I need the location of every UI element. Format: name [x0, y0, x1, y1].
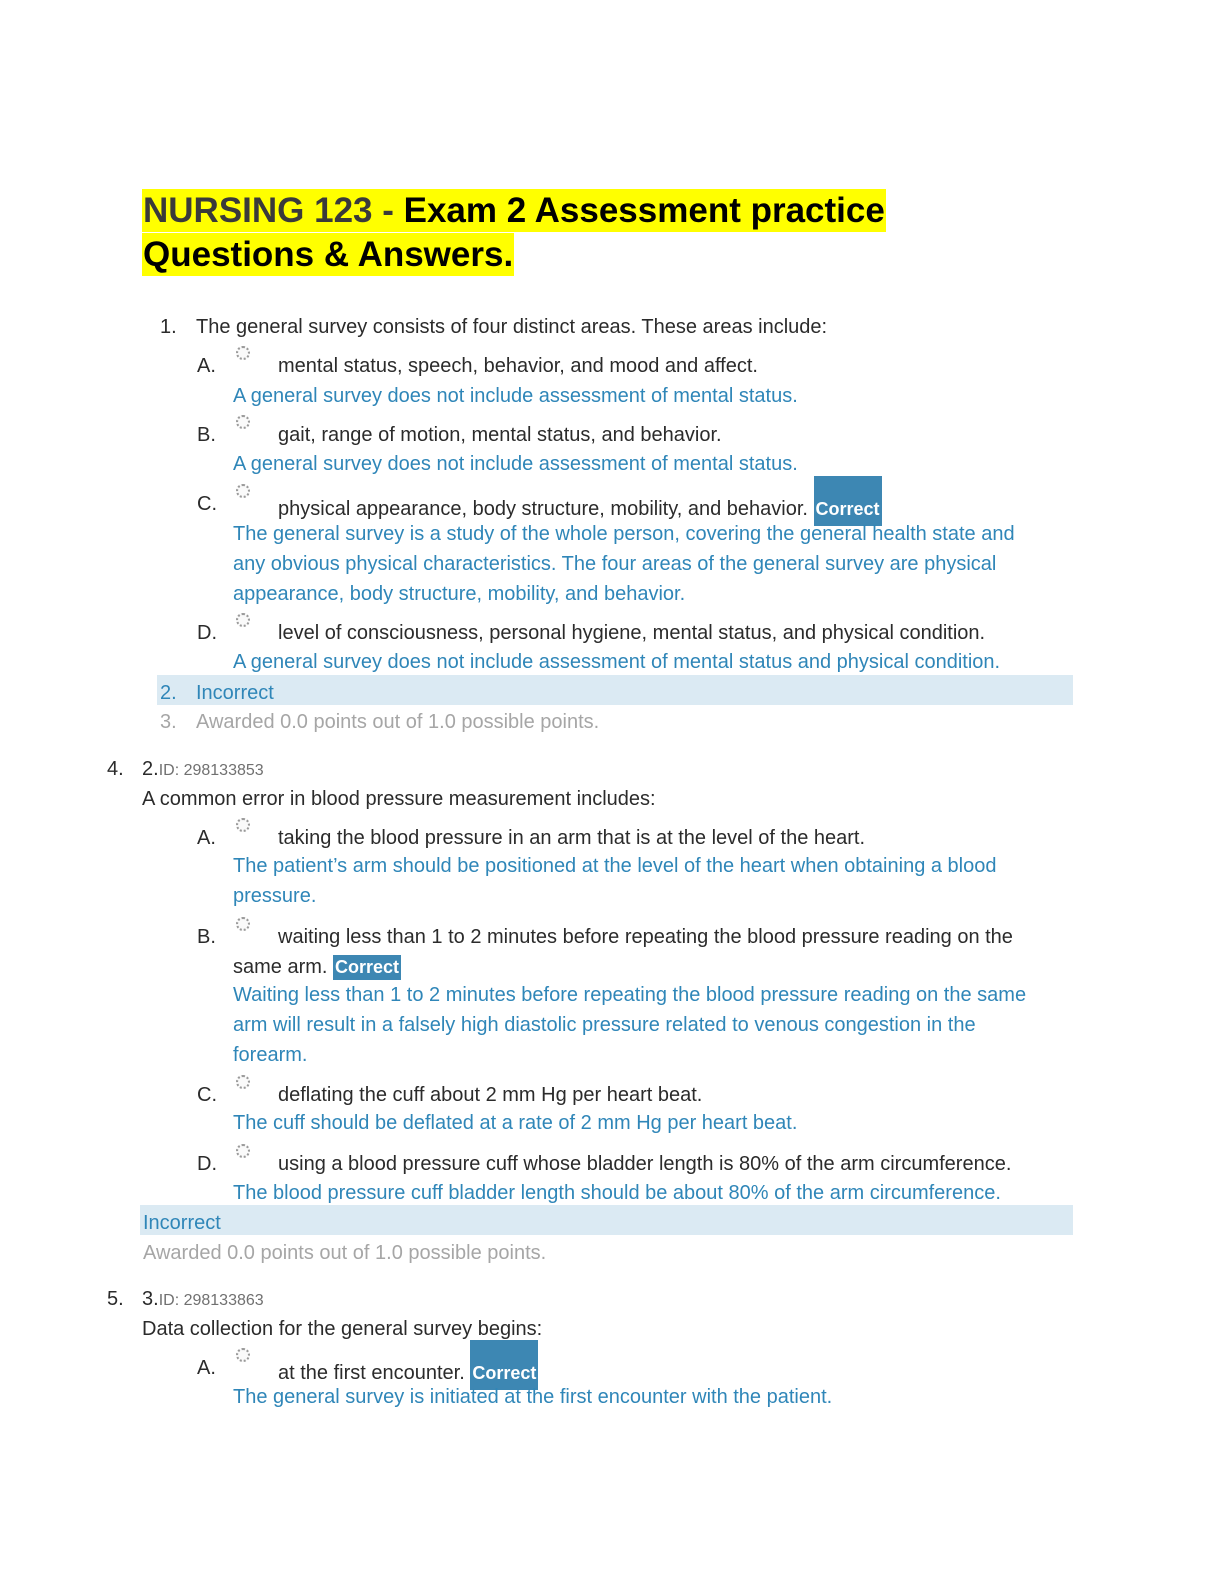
- document-title-line2: [142, 233, 514, 276]
- option-feedback: pressure.: [233, 885, 317, 907]
- option-letter: B.: [197, 424, 216, 446]
- question-number: 1.: [160, 316, 177, 338]
- option-text-content: same arm.: [233, 956, 328, 978]
- result-status: Incorrect: [143, 1212, 221, 1234]
- awarded-points: Awarded 0.0 points out of 1.0 possible points.: [196, 711, 600, 733]
- option-text: gait, range of motion, mental status, and behavior.: [278, 424, 722, 446]
- option-feedback: The blood pressure cuff bladder length should be about 80% of the arm circumference.: [233, 1182, 1001, 1204]
- course-code: NURSING 123 -: [143, 191, 404, 230]
- radio-button-icon[interactable]: [236, 613, 250, 627]
- option-text: deflating the cuff about 2 mm Hg per heart beat.: [278, 1084, 703, 1106]
- option-letter: A.: [197, 1357, 216, 1379]
- radio-button-icon[interactable]: [236, 1144, 250, 1158]
- question-stem: The general survey consists of four distinct areas. These areas include:: [196, 316, 828, 338]
- result-band: [157, 675, 1073, 705]
- list-number: 4.: [107, 758, 124, 780]
- document-title-line1: [142, 189, 886, 232]
- question-header: [142, 758, 264, 781]
- option-letter: A.: [197, 827, 216, 849]
- option-feedback: forearm.: [233, 1044, 308, 1066]
- option-letter: B.: [197, 926, 216, 948]
- option-feedback: any obvious physical characteristics. The four areas of the general survey are physical: [233, 553, 997, 575]
- option-feedback: A general survey does not include assessment of mental status.: [233, 385, 798, 407]
- option-feedback: arm will result in a falsely high diastolic pressure related to venous congestion in the: [233, 1014, 976, 1036]
- option-feedback: The patient’s arm should be positioned at the level of the heart when obtaining a blood: [233, 855, 997, 877]
- question-stem: Data collection for the general survey begins:: [142, 1318, 543, 1340]
- question-number: 2.: [142, 758, 159, 780]
- option-text-content: physical appearance, body structure, mobility, and behavior.: [278, 498, 808, 520]
- option-letter: A.: [197, 355, 216, 377]
- option-letter: D.: [197, 1153, 217, 1175]
- question-id: ID: 298133863: [158, 1292, 264, 1309]
- option-letter: C.: [197, 493, 217, 515]
- list-number: 5.: [107, 1288, 124, 1310]
- option-text-continued: [233, 955, 401, 980]
- option-feedback: The general survey is initiated at the first encounter with the patient.: [233, 1386, 833, 1408]
- title-text-line2: Questions & Answers.: [143, 235, 514, 274]
- question-stem: A common error in blood pressure measurement includes:: [142, 788, 656, 810]
- correct-badge: Correct: [333, 955, 401, 980]
- option-text: mental status, speech, behavior, and mood and affect.: [278, 355, 758, 377]
- option-feedback: Waiting less than 1 to 2 minutes before repeating the blood pressure reading on the same: [233, 984, 1027, 1006]
- option-letter: D.: [197, 622, 217, 644]
- radio-button-icon[interactable]: [236, 1348, 250, 1362]
- result-number: 2.: [160, 682, 177, 704]
- question-id: ID: 298133853: [158, 762, 264, 779]
- correct-badge: Correct: [814, 476, 882, 526]
- radio-button-icon[interactable]: [236, 1075, 250, 1089]
- option-text-content: at the first encounter.: [278, 1362, 465, 1384]
- result-status: Incorrect: [196, 682, 274, 704]
- option-feedback: A general survey does not include assessment of mental status and physical condition.: [233, 651, 1001, 673]
- radio-button-icon[interactable]: [236, 415, 250, 429]
- radio-button-icon[interactable]: [236, 917, 250, 931]
- radio-button-icon[interactable]: [236, 818, 250, 832]
- option-feedback: The general survey is a study of the whole person, covering the general health state and: [233, 523, 1015, 545]
- question-header: [142, 1288, 264, 1311]
- question-number: 3.: [142, 1288, 159, 1310]
- result-band: [140, 1205, 1073, 1235]
- title-text: Exam 2 Assessment practice: [403, 191, 885, 230]
- option-feedback: appearance, body structure, mobility, and behavior.: [233, 583, 686, 605]
- option-feedback: A general survey does not include assessment of mental status.: [233, 453, 798, 475]
- option-feedback: The cuff should be deflated at a rate of 2 mm Hg per heart beat.: [233, 1112, 798, 1134]
- correct-badge: Correct: [470, 1340, 538, 1390]
- awarded-points: Awarded 0.0 points out of 1.0 possible points.: [143, 1242, 547, 1264]
- option-letter: C.: [197, 1084, 217, 1106]
- radio-button-icon[interactable]: [236, 484, 250, 498]
- option-text: using a blood pressure cuff whose bladder length is 80% of the arm circumference.: [278, 1153, 1012, 1175]
- radio-button-icon[interactable]: [236, 346, 250, 360]
- option-text: waiting less than 1 to 2 minutes before repeating the blood pressure reading on the: [278, 926, 1013, 948]
- option-text: taking the blood pressure in an arm that is at the level of the heart.: [278, 827, 866, 849]
- awarded-number: 3.: [160, 711, 177, 733]
- option-text: level of consciousness, personal hygiene, mental status, and physical condition.: [278, 622, 986, 644]
